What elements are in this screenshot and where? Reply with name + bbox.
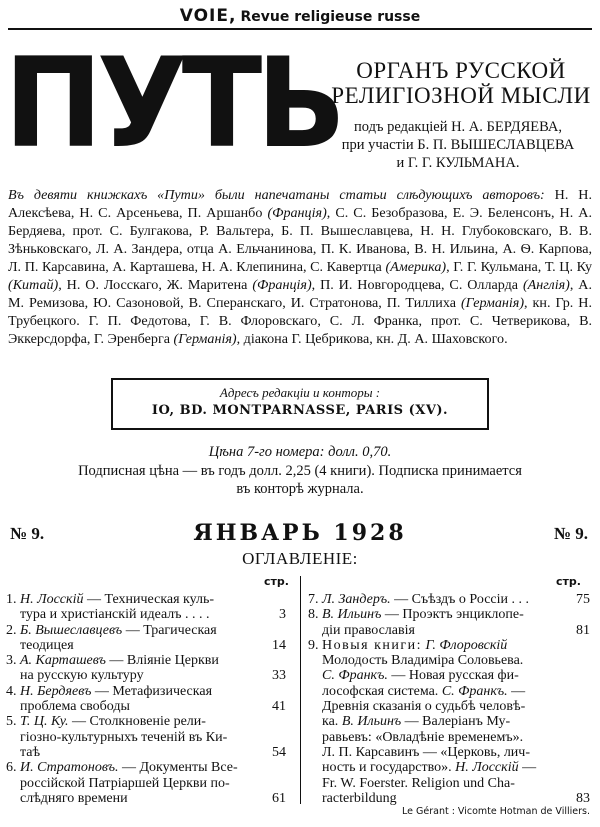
toc-author: Л. Зандеръ. [322,592,391,607]
toc-page-label-left: стр. [264,575,289,588]
toc-entry-line [322,730,536,745]
toc-entry-number: 7. [308,592,319,607]
toc-entry-line [322,684,536,699]
toc-entry-text [20,760,238,806]
price-value: долл. 0,70. [328,444,392,460]
toc-section-heading: Новыя книги: [322,637,422,653]
toc-entry-page: 41 [272,699,286,715]
toc-author: Н. Лосскій [20,592,84,607]
toc-entry-page: 14 [272,637,286,653]
toc-title-text: Древнія сказанія о судьбѣ человѣ- [322,699,526,715]
address-label: Адресъ редакціи и конторы : [219,385,381,400]
toc-page-label-right: стр. [556,575,581,588]
journal-subtitle: Revue religieuse russe [240,9,421,25]
toc-entry-number: 2. [6,622,17,638]
toc-title-text: — Трагическая [122,622,217,638]
toc-title-text: равьевъ: «Овладѣніе временемъ». [322,729,524,745]
address-value: IO, BD. MONTPARNASSE, PARIS (XV). [151,403,449,418]
toc-title-text: россійской Патріаршей Церкви по- [20,775,230,791]
toc-title-text: на русскую культуру [20,668,144,684]
toc-entry-line [20,745,227,760]
issue-price [0,444,600,461]
author-country-note: (Франція) [267,205,327,221]
toc-entry-line [322,714,536,729]
toc-entry-line [20,684,212,699]
author-names-text: , Г. Г. Кульмана, Т. Ц. Ку [446,259,592,275]
toc-title-text: ность и государство». [322,760,456,776]
toc-title-text: лософская система. [322,683,442,699]
subscription-line-2: въ конторѣ журнала. [236,481,364,497]
organ-line-1: ОРГАНЪ РУССКОЙ [356,58,566,83]
organ-statement [330,58,592,108]
toc-entry-number: 4. [6,683,17,699]
author-names-text: , П. И. Новгородцева, С. Олларда [311,277,523,293]
toc-entry-page: 3 [279,607,286,623]
author-names-text: Н. Н. Алексѣева, Н. С. Арсеньева, П. Аршанбо [8,187,592,221]
issue-number-left: № 9. [10,524,45,543]
issue-number-right: № 9. [553,524,588,543]
toc-entry-line [20,638,217,653]
toc-title: ОГЛАВЛЕНІЕ: [242,549,358,568]
toc-title-text: — Столкновеніе рели- [68,714,206,730]
issue-date: ЯНВАРЬ 1928 [193,520,407,546]
toc-author: В. Ильинъ [322,607,382,623]
author-country-note: (Англія) [522,277,570,293]
toc-entry-line [20,776,238,791]
toc-author: С. Франкъ. [322,668,388,684]
toc-title-text: Fr. W. Foerster. Religion und Cha- [322,775,515,791]
author-names-text: , Н. О. Лосскаго, Ж. Маритена [58,277,253,293]
author-names-text: , С. С. Безобразова, Е. Э. Беленсонъ, Н. А. Бердяева, прот. С. Булгакова, Р. Вальтера, Б. П. Вышеславцева, Н. Н. Глубоковскаго, В. В. Зѣньковскаго, Л. А. Зандера, отца А. Ельчанинова, П. К. Иванова, В. Н. Ильина, А. Ѳ. Карпова, Л. П. Карсавина, А. Карташева, Н. А. Клепинина, С. Кавертца [8,205,592,275]
toc-entry-page: 81 [576,622,590,638]
toc-title-text: діи православія [322,622,415,638]
toc-left-column [6,592,290,804]
toc-entry-line [322,607,524,622]
toc-title-text: — [507,683,526,699]
subscription-line-1: Подписная цѣна — въ годъ долл. 2,25 (4 книги). Подписка принимается [78,463,522,479]
toc-author: Н. Лосскій [455,760,519,776]
toc-author: Н. Бердяевъ [20,683,92,699]
toc-entry-page: 33 [272,668,286,684]
organ-line-2: РЕЛИГІОЗНОЙ МЫСЛИ [331,83,591,108]
toc-title-text: теодицея [20,637,74,653]
authors-paragraph [8,186,592,348]
toc-entry-line [20,714,227,729]
toc-entry-line [20,607,214,622]
toc-entry-line [322,745,536,760]
toc-title-text: — Валеріанъ Му- [401,714,511,730]
toc-entry-line [322,791,536,806]
toc-entry-line [20,760,238,775]
author-names-text: , кн. Гр. Н. Трубецкого. Г. П. Федотова, Г. В. Флоровскаго, С. Л. Франка, прот. С. Четверикова, В. Эккерсдорфа, Г. Эренберга [8,295,592,347]
toc-title-text: — [518,760,537,776]
toc-author: В. Ильинъ [341,714,402,730]
toc-entry-line [322,592,529,607]
toc-entry-page: 83 [576,790,590,806]
toc-entry-line [322,653,536,668]
toc-author: С. Франкъ. [441,683,508,699]
toc-title-text: — Съѣздъ о Россіи . . . [390,592,530,607]
toc-title-text: Л. П. Карсавинъ — «Церковь, лич- [322,744,530,760]
editor-line-2: при участіи Б. П. ВЫШЕСЛАВЦЕВА [341,137,575,153]
author-names-text: , А. М. Ремизова, Ю. Сазоновой, В. Сперанскаго, И. Стратонова, П. Тиллиха [8,277,592,311]
editor-line-1: подъ редакціей Н. А. БЕРДЯЕВА, [354,119,562,135]
toc-entry-page: 61 [272,790,286,806]
toc-title-text: — Техническая куль- [83,592,215,607]
toc-entry-text [20,623,217,654]
toc-entry-line [20,791,238,806]
toc-entry-text [20,684,212,715]
toc-entry-text [322,592,529,607]
toc-entry-line [20,653,219,668]
toc-entry-number: 1. [6,592,17,607]
toc-entry-number: 9. [308,637,319,653]
toc-entry-line [322,699,536,714]
author-country-note: (Германія) [460,295,525,311]
journal-title-line [0,6,600,26]
toc-entry-line [322,776,536,791]
toc-title-text: racterbildung [322,790,397,806]
editors-block [316,118,600,172]
toc-entry-text [322,607,524,638]
toc-entry-text [20,592,214,623]
subscription-info [30,462,570,498]
toc-entry-line [20,699,212,714]
author-country-note: (Китай) [8,277,59,293]
toc-entry-page: 54 [272,744,286,760]
toc-title-text: — Проэктъ энциклопе- [381,607,524,623]
toc-title-text: гіозно-культурныхъ теченій въ Ки- [20,729,228,745]
toc-entry-line [20,668,219,683]
gerant-credit: Le Gérant : Vicomte Hotman de Villiers. [402,806,590,817]
toc-entry-line [20,730,227,745]
toc-entry-line [20,623,217,638]
toc-entry-line [322,668,536,683]
authors-list [8,187,592,347]
toc-entry-number: 3. [6,653,17,669]
toc-author: Т. Ц. Ку. [20,714,69,730]
toc-author: И. Стратоновъ. [20,760,119,776]
author-country-note: (Америка) [385,259,447,275]
editor-line-3: и Г. Г. КУЛЬМАНА. [396,155,520,171]
toc-entry-text [322,638,536,806]
toc-title-text: таѣ [20,744,41,760]
toc-right-column [308,592,590,806]
toc-title-text: — Метафизическая [91,683,213,699]
toc-entry-text [20,653,219,684]
journal-latin-title: VOIE, [179,6,237,26]
toc-entry-text [20,714,227,760]
price-label: Цѣна 7-го номера: [208,444,325,460]
author-country-note: (Германія) [173,331,237,347]
masthead-title: ПУТЬ [4,30,341,176]
toc-author: Б. Вышеславцевъ [20,622,123,638]
toc-title-text: — Вліяніе Церкви [105,653,219,669]
toc-entry-line [20,592,214,607]
toc-title-text: — Документы Все- [118,760,238,776]
toc-column-divider [300,576,301,804]
toc-entry-page: 75 [576,592,590,607]
toc-entry-line [322,638,536,653]
author-names-text: , діакона Г. Цебрикова, кн. Д. А. Шаховского. [236,331,508,347]
toc-entry-number: 6. [6,760,17,776]
toc-author: А. Карташевъ [20,653,106,669]
toc-entry-line [322,760,536,775]
author-country-note: (Франція) [252,277,312,293]
toc-title-text: тура и христіанскій идеалъ . . . . [20,607,210,623]
toc-title-text: Молодость Владиміра Соловьева. [322,653,524,669]
toc-title-text: ка. [322,714,342,730]
toc-title-text: — Новая русская фи- [387,668,519,684]
authors-lead: Въ девяти книжкахъ «Пути» были напечатаны статьи слѣдующихъ авторовъ: [8,187,545,203]
toc-title-text: проблема свободы [20,699,130,715]
toc-entry-line [322,623,524,638]
toc-author: Г. Флоровскій [425,637,508,653]
toc-title-text: слѣдняго времени [20,790,128,806]
toc-entry-number: 5. [6,714,17,730]
toc-entry-number: 8. [308,607,319,623]
